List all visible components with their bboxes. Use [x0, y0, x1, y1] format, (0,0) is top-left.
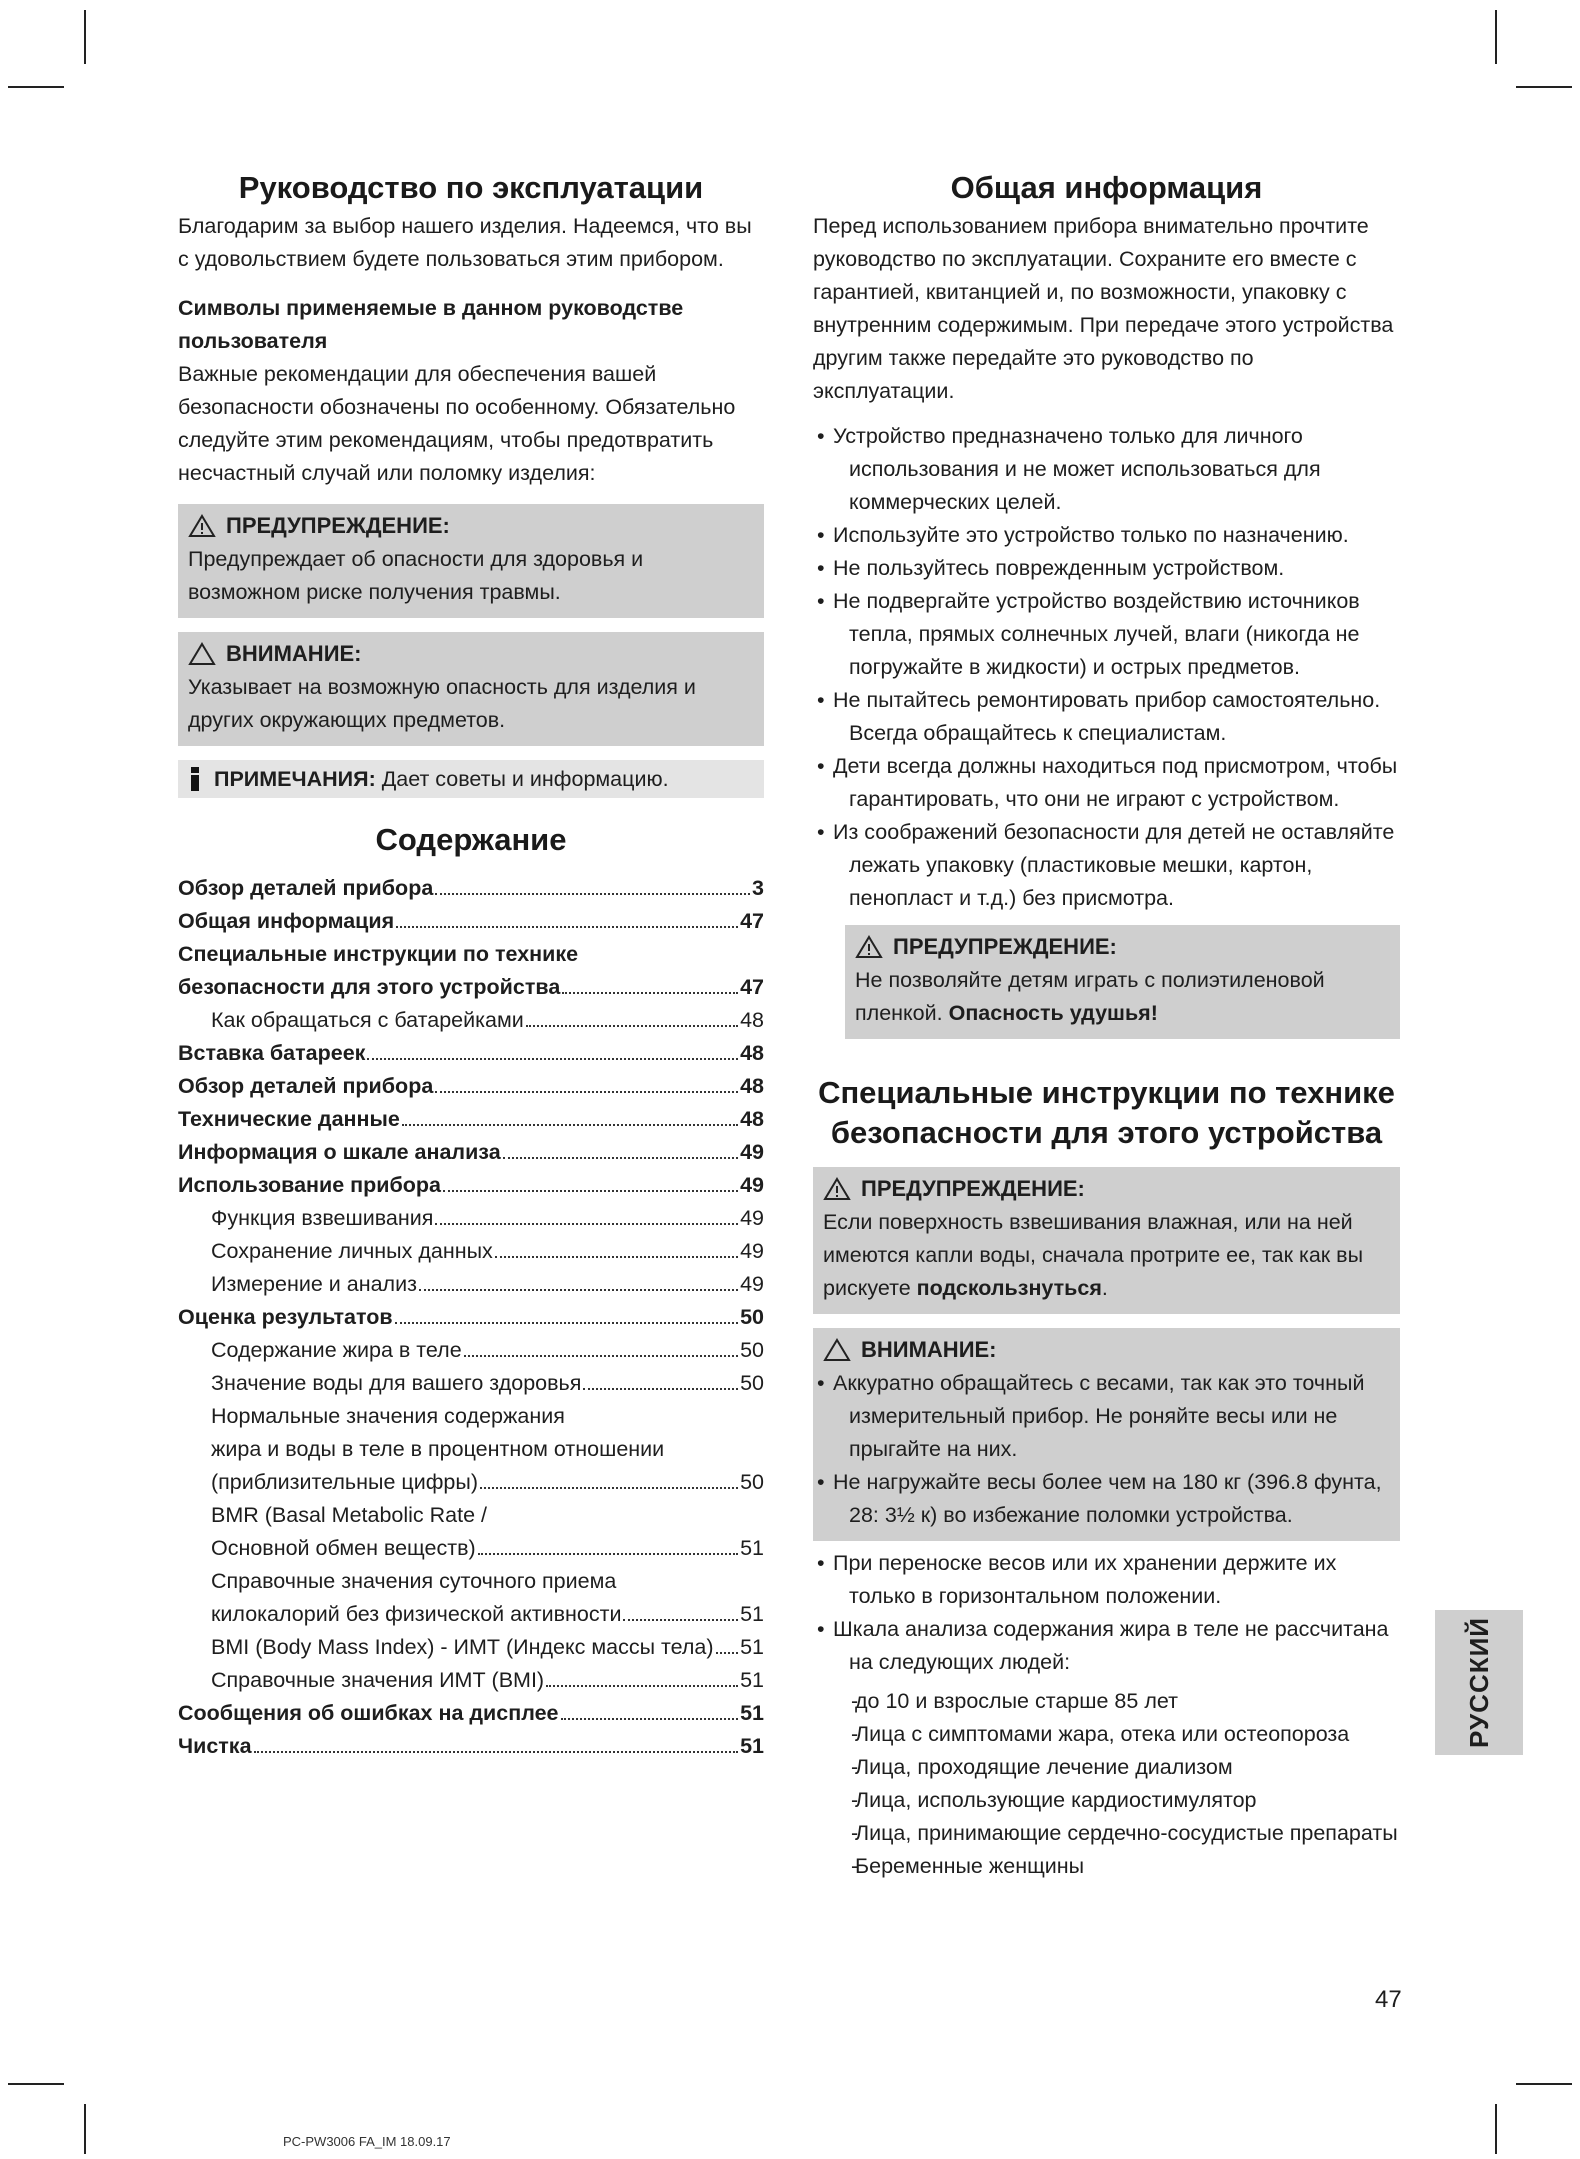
crop-mark	[8, 86, 64, 88]
toc-row-line[interactable]: Специальные инструкции по технике	[178, 942, 579, 966]
crop-mark	[84, 2104, 86, 2154]
notes-label: ПРИМЕЧАНИЯ:	[214, 767, 376, 791]
toc-row[interactable]: Вставка батареек 48	[178, 1041, 764, 1065]
warning-triangle-icon	[823, 1177, 851, 1201]
toc-row[interactable]: Информация о шкале анализа 49	[178, 1140, 764, 1164]
toc-row[interactable]: килокалорий без физической активности 51	[211, 1602, 764, 1626]
list-item: • Из соображений безопасности для детей не оставляйте лежать упаковку (пластиковые мешки, картон, пенопласт и т.д.) без присмотра.	[813, 816, 1400, 915]
list-item: - до 10 и взрослые старше 85 лет	[813, 1685, 1400, 1718]
warning-box	[178, 504, 764, 618]
general-bullets	[813, 420, 1400, 915]
toc-row[interactable]: Использование прибора 49	[178, 1173, 764, 1197]
list-item: • Не пользуйтесь поврежденным устройством.	[813, 552, 1400, 585]
child-warning-box	[845, 925, 1400, 1039]
list-item: • Шкала анализа содержания жира в теле не рассчитана на следующих людей:	[813, 1613, 1400, 1679]
toc-row[interactable]: Справочные значения ИМТ (BMI) 51	[211, 1668, 764, 1692]
crop-mark	[8, 2083, 64, 2085]
warning-title	[188, 509, 754, 543]
warning-title-text: ПРЕДУПРЕЖДЕНИЕ:	[226, 513, 450, 538]
toc-row[interactable]: Общая информация 47	[178, 909, 764, 933]
contents-title: Содержание	[375, 822, 567, 857]
symbols-text: Важные рекомендации для обеспечения вашей безопасности обозначены по особенному. Обязательно следуйте этим рекомендациям, чтобы предотвратить несчастный случай или поломку изделия:	[178, 362, 736, 485]
list-item: • При переноске весов или их хранении держите их только в горизонтальном положении.	[813, 1547, 1400, 1613]
slip-warning-title: ПРЕДУПРЕЖДЕНИЕ:	[861, 1176, 1085, 1201]
toc-row[interactable]: Сохранение личных данных 49	[211, 1239, 764, 1263]
general-info-text: Перед использованием прибора внимательно прочтите руководство по эксплуатации. Сохраните его вместе с гарантией, квитанцией и, по возможности, упаковку с внутренним содержимым. При передаче этого устройства другим также передайте это руководство по эксплуатации.	[813, 214, 1394, 403]
page-number: 47	[1375, 1986, 1402, 2013]
list-item: • Используйте это устройство только по назначению.	[813, 519, 1400, 552]
toc-row[interactable]: Содержание жира в теле 50	[211, 1338, 764, 1362]
symbols-heading: Символы применяемые в данном руководстве пользователя	[178, 296, 684, 353]
notes-text: Дает советы и информацию.	[375, 767, 669, 791]
toc-row[interactable]: Технические данные 48	[178, 1107, 764, 1131]
list-item: • Не нагружайте весы более чем на 180 кг (396.8 фунта, 28: 3½ к) во избежание поломки устройства.	[813, 1466, 1390, 1532]
child-warning-text: Не позволяйте детям играть с полиэтиленовой пленкой.	[855, 968, 1325, 1025]
intro-text: Благодарим за выбор нашего изделия. Надеемся, что вы с удовольствием будете пользоваться этим прибором.	[178, 214, 752, 271]
toc-row[interactable]: Измерение и анализ 49	[211, 1272, 764, 1296]
toc-row[interactable]: Оценка результатов 50	[178, 1305, 764, 1329]
toc-row[interactable]: Как обращаться с батарейками 48	[211, 1008, 764, 1032]
language-tab-label: РУССКИЙ	[1463, 1617, 1494, 1748]
warning-triangle-icon	[855, 935, 883, 959]
list-item: • Дети всегда должны находиться под присмотром, чтобы гарантировать, что они не играют с устройством.	[813, 750, 1400, 816]
toc-row[interactable]: Значение воды для вашего здоровья 50	[211, 1371, 764, 1395]
list-item: - Лица, проходящие лечение диализом	[813, 1751, 1400, 1784]
list-item: • Устройство предназначено только для личного использования и не может использоваться для коммерческих целей.	[813, 420, 1400, 519]
toc-row[interactable]: (приблизительные цифры) 50	[211, 1470, 764, 1494]
toc-row[interactable]: Основной обмен веществ) 51	[211, 1536, 764, 1560]
list-item: • Не пытайтесь ремонтировать прибор самостоятельно. Всегда обращайтесь к специалистам.	[813, 684, 1400, 750]
toc-row[interactable]: безопасности для этого устройства 47	[178, 975, 764, 999]
right-column	[813, 168, 1400, 1883]
table-of-contents	[178, 872, 764, 1763]
footer-code: PC-PW3006 FA_IM 18.09.17	[283, 2134, 451, 2149]
general-info-title: Общая информация	[950, 170, 1263, 205]
language-tab	[1435, 1610, 1523, 1755]
crop-mark	[1516, 2083, 1572, 2085]
toc-row[interactable]: Обзор деталей прибора 48	[178, 1074, 764, 1098]
left-column	[178, 168, 764, 1763]
list-item: - Лица, использующие кардиостимулятор	[813, 1784, 1400, 1817]
child-warning-title: ПРЕДУПРЕЖДЕНИЕ:	[893, 934, 1117, 959]
warning-triangle-icon	[188, 514, 216, 538]
list-item: - Лица, принимающие сердечно-сосудистые препараты	[813, 1817, 1400, 1850]
toc-row[interactable]: Обзор деталей прибора 3	[178, 876, 764, 900]
crop-mark	[1516, 86, 1572, 88]
excluded-persons-list	[813, 1685, 1400, 1883]
toc-row-line[interactable]: Нормальные значения содержания	[211, 1404, 565, 1428]
toc-row[interactable]: BMI (Body Mass Index) - ИМТ (Индекс массы тела) 51	[211, 1635, 764, 1659]
slip-warning-text: Если поверхность взвешивания влажная, или на ней имеются капли воды, сначала протрите ее, так как вы рискуете	[823, 1210, 1364, 1300]
choking-hazard-text: Опасность удушья!	[948, 1001, 1158, 1025]
caution-triangle-icon	[823, 1338, 851, 1362]
crop-mark	[84, 10, 86, 64]
toc-row[interactable]: Функция взвешивания 49	[211, 1206, 764, 1230]
toc-row-line[interactable]: жира и воды в теле в процентном отношении	[211, 1437, 665, 1461]
attention-title-text: ВНИМАНИЕ:	[226, 641, 362, 666]
manual-title: Руководство по эксплуатации	[238, 170, 704, 205]
scale-attention-title: ВНИМАНИЕ:	[861, 1337, 997, 1362]
list-item: • Не подвергайте устройство воздействию источников тепла, прямых солнечных лучей, влаги (никогда не погружайте в жидкости) и острых предметов.	[813, 585, 1400, 684]
attention-title	[188, 637, 754, 671]
attention-box	[178, 632, 764, 746]
list-item: - Лица с симптомами жара, отека или остеопороза	[813, 1718, 1400, 1751]
slip-bold-text: подскользнуться	[916, 1276, 1102, 1300]
list-item: - Беременные женщины	[813, 1850, 1400, 1883]
crop-mark	[1495, 10, 1497, 64]
toc-row-line[interactable]: Справочные значения суточного приема	[211, 1569, 617, 1593]
special-title-line2: безопасности для этого устройства	[830, 1115, 1383, 1150]
crop-mark	[1495, 2104, 1497, 2154]
toc-row[interactable]: Сообщения об ошибках на дисплее 51	[178, 1701, 764, 1725]
toc-row[interactable]: Чистка 51	[178, 1734, 764, 1758]
slip-warning-box: ПРЕДУПРЕЖДЕНИЕ: Если поверхность взвешивания влажная, или на ней имеются капли воды, сначала протрите ее, так как вы рискуете подскользнуться.	[813, 1167, 1400, 1314]
handling-bullets	[813, 1547, 1400, 1679]
list-item: • Аккуратно обращайтесь с весами, так как это точный измерительный прибор. Не роняйте весы или не прыгайте на них.	[813, 1367, 1390, 1466]
scale-attention-box	[813, 1328, 1400, 1541]
info-icon	[188, 766, 202, 792]
attention-text: Указывает на возможную опасность для изделия и других окружающих предметов.	[188, 675, 696, 732]
toc-row-line[interactable]: BMR (Basal Metabolic Rate /	[211, 1503, 488, 1527]
warning-text: Предупреждает об опасности для здоровья и возможном риске получения травмы.	[188, 547, 644, 604]
caution-triangle-icon	[188, 642, 216, 666]
notes-box	[178, 760, 764, 798]
special-title-line1: Специальные инструкции по технике	[818, 1075, 1395, 1110]
